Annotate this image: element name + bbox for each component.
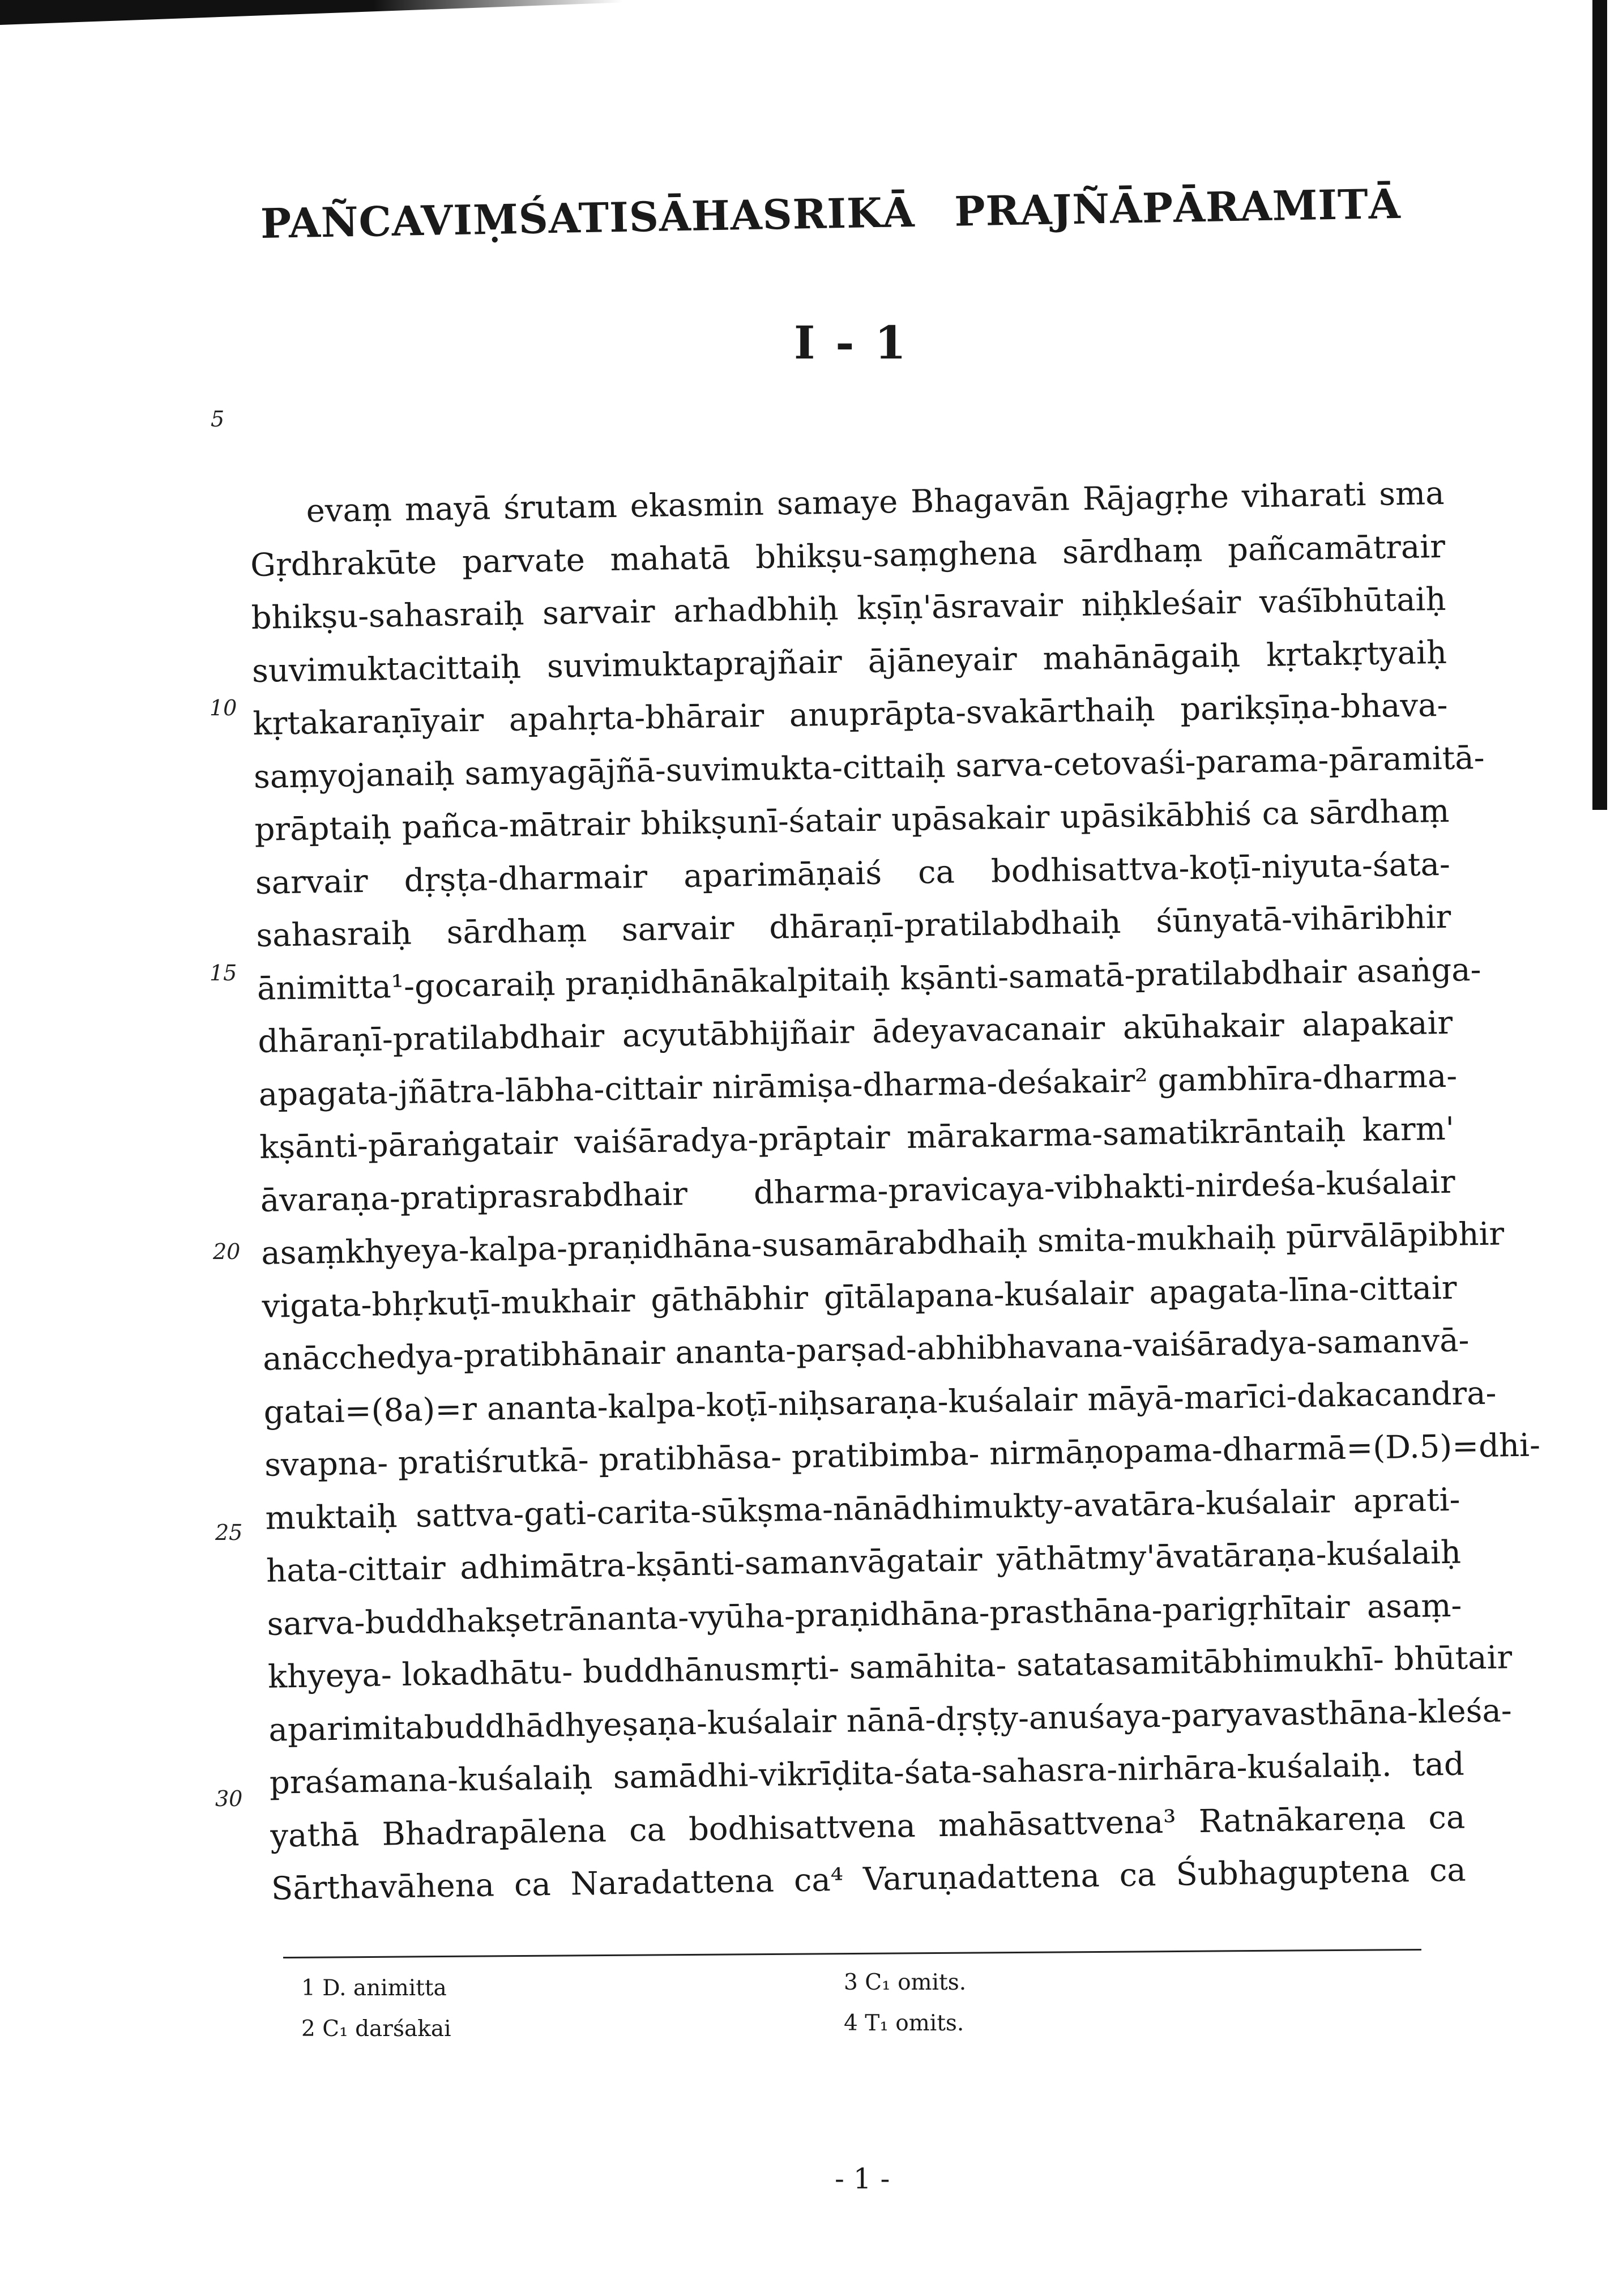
text-line-23: khyeya- lokadhātu- buddhānusmṛti- samāhita- satatasamitābhimukhī- bhūtair bbox=[267, 1639, 1513, 1696]
text-line-18: gatai=(8a)=r ananta-kalpa-koṭī-niḥsaraṇa-kuśalair māyā-marīci-dakacandra- bbox=[263, 1375, 1497, 1431]
line-number-15: 15 bbox=[210, 961, 237, 985]
text-line-26: yathā Bhadrapālena ca bodhisattvena mahāsattvena³ Ratnākareṇa ca bbox=[270, 1799, 1466, 1855]
text-line-19: svapna- pratiśrutkā- pratibhāsa- pratibimba- nirmāṇopama-dharmā=(D.5)=dhi- bbox=[264, 1427, 1541, 1484]
line-number-20: 20 bbox=[213, 1239, 241, 1264]
text-line-21: hata-cittair adhimātra-kṣānti-samanvāgatair yāthātmy'āvatāraṇa-kuśalaiḥ bbox=[266, 1534, 1462, 1590]
text-line-11: dhāraṇī-pratilabdhair acyutābhijñair ādeyavacanair akūhakair alapakair bbox=[257, 1004, 1453, 1060]
line-number-5: 5 bbox=[211, 407, 225, 432]
text-line-25: praśamana-kuśalaiḥ samādhi-vikrīḍita-śata-sahasra-nirhāra-kuśalaiḥ. tad bbox=[269, 1746, 1465, 1802]
text-line-22: sarva-buddhakṣetrānanta-vyūha-praṇidhāna-prasthāna-parigṛhītair asaṃ- bbox=[267, 1587, 1462, 1643]
scan-edge-shadow-right bbox=[1592, 0, 1607, 810]
text-line-20: muktaiḥ sattva-gati-carita-sūkṣma-nānādhimukty-avatāra-kuśalair aprati- bbox=[265, 1481, 1460, 1537]
title-part-2: PRAJÑĀPĀRAMITĀ bbox=[954, 179, 1402, 236]
page-number: - 1 - bbox=[835, 2162, 890, 2195]
body-text bbox=[249, 467, 1541, 1915]
line-number-10: 10 bbox=[210, 695, 237, 720]
text-line-10: ānimitta¹-gocaraiḥ praṇidhānākalpitaiḥ kṣānti-samatā-pratilabdhair asaṅga- bbox=[257, 951, 1481, 1008]
line-number-25: 25 bbox=[215, 1520, 243, 1545]
text-line-3: bhikṣu-sahasraiḥ sarvair arhadbhiḥ kṣīṇ'āsravair niḥkleśair vaśībhūtaiḥ bbox=[251, 581, 1446, 637]
scan-edge-shadow-top bbox=[0, 0, 623, 25]
footnote-3: 3 C₁ omits. bbox=[844, 1970, 967, 1995]
text-line-7: prāptaiḥ pañca-mātrair bhikṣunī-śatair upāsakair upāsikābhiś ca sārdhaṃ bbox=[254, 792, 1450, 848]
footnote-2: 2 C₁ darśakai bbox=[301, 2016, 451, 2042]
line-number-30: 30 bbox=[215, 1786, 243, 1811]
text-line-17: anācchedya-pratibhānair ananta-parṣad-abhibhavana-vaiśāradya-samanvā- bbox=[262, 1322, 1470, 1378]
title-part-1: PAÑCAVIṂŚATISĀHASRIKĀ bbox=[260, 187, 916, 247]
text-line-2: Gṛdhrakūte parvate mahatā bhikṣu-saṃghena sārdhaṃ pañcamātrair bbox=[250, 528, 1446, 584]
text-line-16: vigata-bhṛkuṭī-mukhair gāthābhir gītālapana-kuśalair apagata-līna-cittair bbox=[262, 1269, 1458, 1325]
text-line-4: suvimuktacittaiḥ suvimuktaprajñair ājāneyair mahānāgaiḥ kṛtakṛtyaiḥ bbox=[251, 634, 1447, 690]
text-line-14: āvaraṇa-pratiprasrabdhair dharma-pravicaya-vibhakti-nirdeśa-kuśalair bbox=[260, 1163, 1456, 1219]
text-line-24: aparimitabuddhādhyeṣaṇa-kuśalair nānā-dṛṣṭy-anuśaya-paryavasthāna-kleśa- bbox=[268, 1692, 1513, 1749]
text-line-8: sarvair dṛṣṭa-dharmair aparimāṇaiś ca bodhisattva-koṭī-niyuta-śata- bbox=[255, 846, 1451, 902]
footnote-1: 1 D. animitta bbox=[301, 1975, 447, 2001]
text-line-12: apagata-jñātra-lābha-cittair nirāmiṣa-dharma-deśakair² gambhīra-dharma- bbox=[258, 1057, 1458, 1113]
text-line-1: evaṃ mayā śrutam ekasmin samaye Bhagavān Rājagṛhe viharati sma bbox=[306, 475, 1445, 530]
text-line-6: saṃyojanaiḥ samyagājñā-suvimukta-cittaiḥ sarva-cetovaśi-parama-pāramitā- bbox=[253, 739, 1485, 796]
page-title bbox=[260, 180, 1404, 247]
footnote-divider bbox=[283, 1949, 1421, 1958]
text-line-9: sahasraiḥ sārdhaṃ sarvair dhāraṇī-pratilabdhaiḥ śūnyatā-vihāribhir bbox=[255, 898, 1451, 954]
footnote-4: 4 T₁ omits. bbox=[844, 2011, 964, 2036]
text-line-15: asaṃkhyeya-kalpa-praṇidhāna-susamārabdhaiḥ smita-mukhaiḥ pūrvālāpibhir bbox=[260, 1215, 1505, 1272]
text-line-5: kṛtakaraṇīyair apahṛta-bhārair anuprāpta-svakārthaiḥ parikṣīṇa-bhava- bbox=[253, 686, 1448, 742]
text-line-13: kṣānti-pāraṅgatair vaiśāradya-prāptair mārakarma-samatikrāntaiḥ karm' bbox=[259, 1110, 1455, 1166]
text-line-27: Sārthavāhena ca Naradattena ca⁴ Varuṇadattena ca Śubhaguptena ca bbox=[271, 1851, 1467, 1907]
section-number: I - 1 bbox=[794, 316, 908, 369]
